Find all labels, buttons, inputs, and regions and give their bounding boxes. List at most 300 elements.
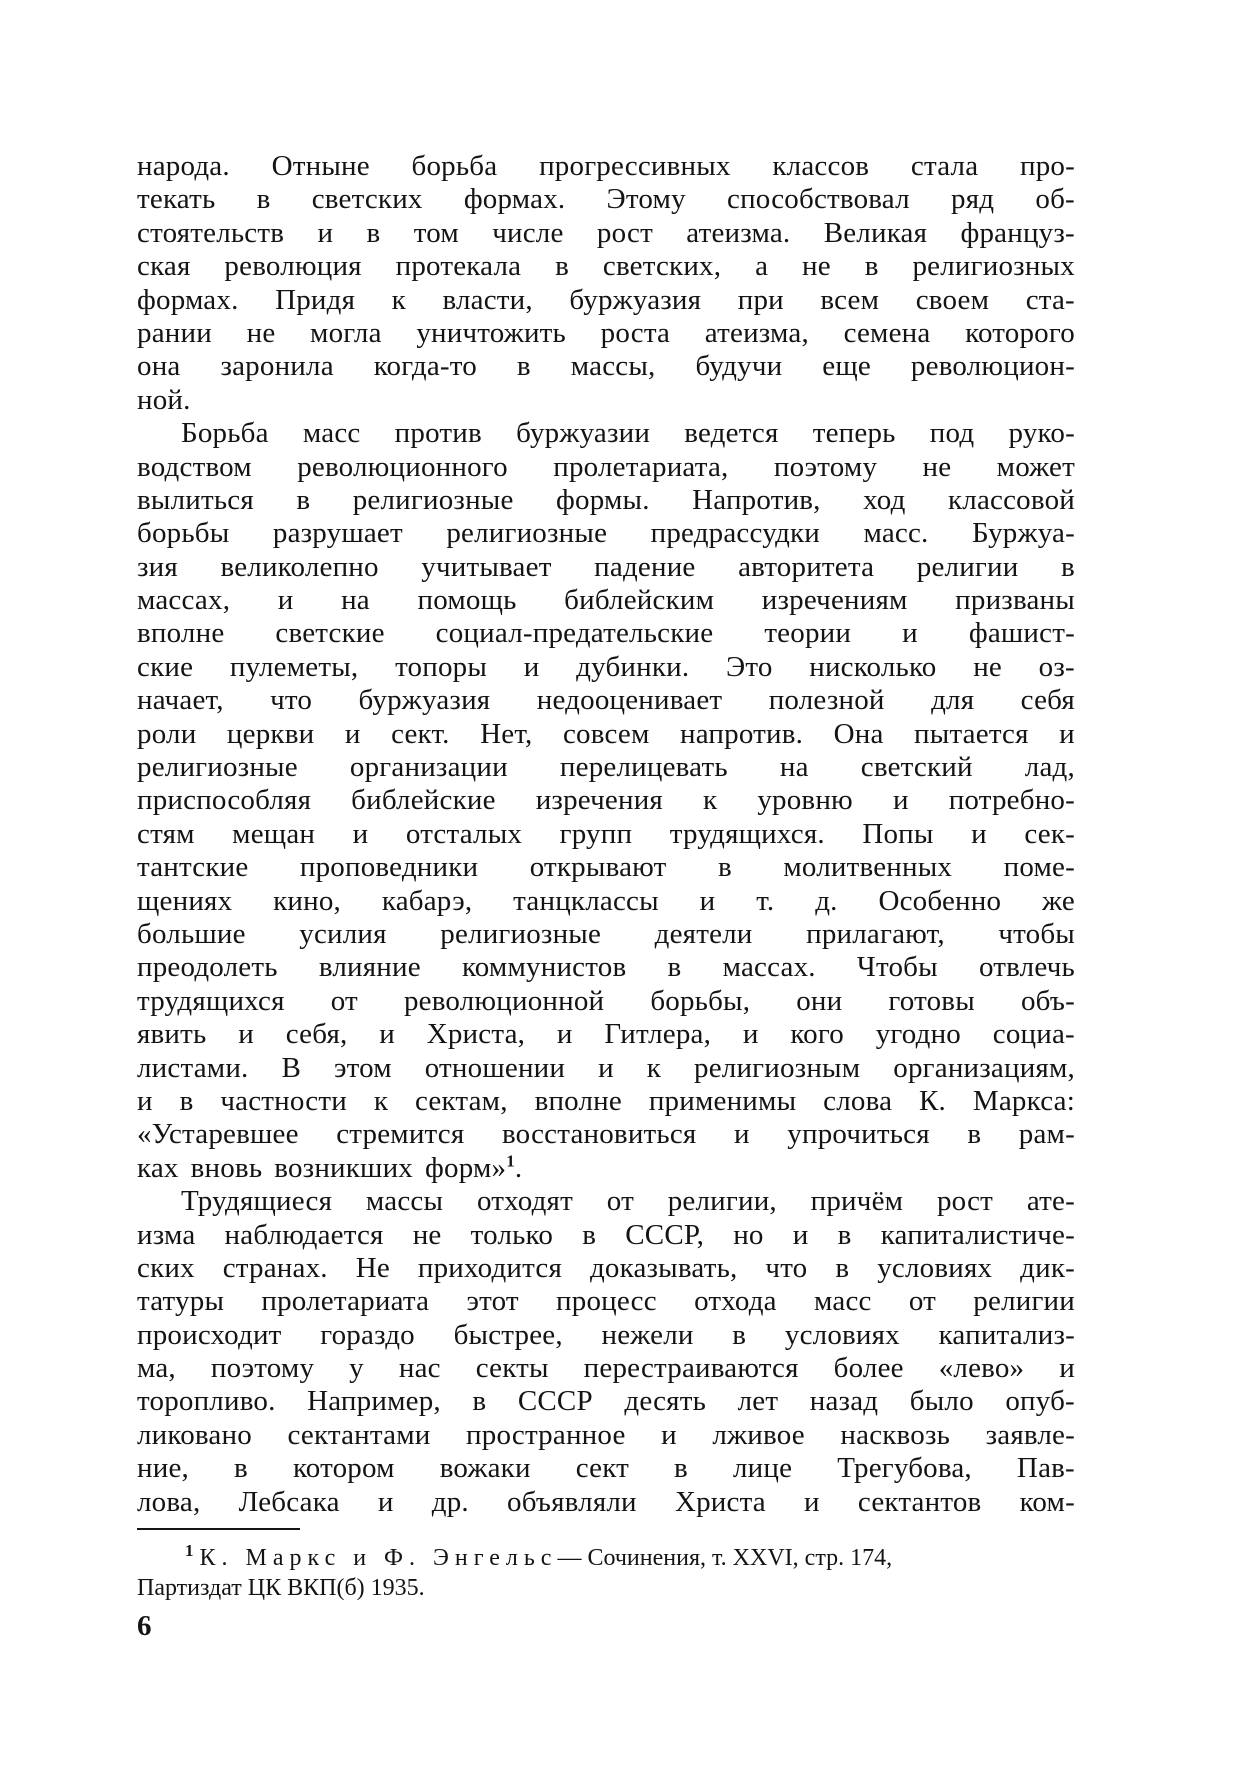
text-line (137, 1185, 1075, 1218)
word: классов (772, 150, 870, 182)
word: будучи (695, 350, 783, 383)
word: дик- (1020, 1251, 1075, 1284)
word: ате- (1026, 1185, 1075, 1218)
word: которого (965, 316, 1075, 349)
word: лад, (1024, 751, 1075, 784)
word: этом (333, 1051, 392, 1084)
word: объ- (1020, 984, 1075, 1017)
word: Христа (674, 1485, 766, 1518)
word: Чтобы (856, 951, 938, 984)
word: сектам, (414, 1084, 508, 1117)
word: и (804, 1485, 820, 1518)
word: возникших (274, 1151, 413, 1184)
word: теперь (812, 417, 896, 450)
text-line (137, 985, 1075, 1018)
word: под (929, 417, 975, 450)
word: ком- (1019, 1485, 1075, 1518)
word: библейским (564, 584, 715, 617)
word: религии (916, 550, 1019, 583)
text-line (137, 1118, 1075, 1151)
word: упрочиться (787, 1118, 930, 1151)
word: «лево» (938, 1352, 1025, 1385)
text-line (137, 384, 1075, 417)
text-line (137, 1018, 1075, 1051)
text-line (137, 1385, 1075, 1418)
word: вожаки (439, 1452, 531, 1485)
word: и (598, 1051, 614, 1084)
word: на (341, 584, 370, 617)
word: ной. (137, 383, 191, 416)
word: масс (302, 417, 361, 450)
word: к (646, 1051, 662, 1084)
word: роста (600, 316, 671, 349)
word: т. (756, 884, 775, 917)
word: религиозных (912, 250, 1075, 283)
word: вылиться (137, 483, 254, 516)
word: поме- (1003, 851, 1075, 884)
word: прогрессивных (539, 150, 731, 182)
word: кино, (273, 884, 342, 917)
word: и (734, 1118, 750, 1151)
word: руко- (1008, 417, 1075, 450)
text-line (137, 451, 1075, 484)
text-line (137, 818, 1075, 851)
word: готовы (888, 984, 975, 1017)
text-line (137, 1219, 1075, 1252)
word: и (277, 584, 294, 617)
word: слова (823, 1084, 893, 1117)
word: светских, (602, 250, 722, 283)
word: трудящихся. (669, 817, 825, 850)
word: революцион- (910, 350, 1075, 383)
word: всем (820, 283, 880, 316)
word: мещан (232, 817, 316, 850)
word: ская (137, 250, 191, 283)
word: Напротив, (692, 483, 821, 516)
word: организации (349, 751, 508, 784)
word: поэтому (210, 1352, 315, 1385)
word: нисколько (809, 650, 937, 683)
text-line (137, 617, 1075, 650)
word: теории (764, 617, 852, 650)
text-line (137, 1052, 1075, 1085)
word: рост (936, 1185, 994, 1218)
word: д. (815, 884, 838, 917)
word: ние, (137, 1452, 189, 1485)
word: вполне (137, 617, 225, 650)
word: что (765, 1251, 808, 1284)
text-line (137, 751, 1075, 784)
page-number: 6 (137, 1610, 152, 1642)
word: гораздо (320, 1318, 415, 1351)
word: Борьба (181, 417, 269, 450)
text-line (137, 718, 1075, 751)
word: в (472, 1385, 487, 1418)
word: Буржуа- (971, 517, 1075, 550)
word: не (973, 650, 1002, 683)
word: отсталых (405, 817, 523, 850)
word: роли (137, 717, 197, 750)
text-line (137, 784, 1075, 817)
word: уничтожить (416, 316, 566, 349)
word: насквозь (840, 1418, 951, 1451)
word: атеизма, (704, 316, 809, 349)
word: пространное (466, 1418, 626, 1451)
text-line (137, 150, 1075, 183)
text-line (137, 1319, 1075, 1352)
word: ликовано (137, 1418, 252, 1451)
word: уровню (757, 784, 853, 817)
footnote-line-2: Партиздат ЦК ВКП(б) 1935. (137, 1575, 425, 1601)
word: и (1059, 717, 1075, 750)
word: Это (726, 650, 773, 683)
word: в (837, 1218, 852, 1251)
word: Например, (307, 1385, 441, 1418)
text-line (137, 350, 1075, 383)
word: Нет, (480, 717, 533, 750)
word: ские (137, 650, 194, 683)
word: при (737, 283, 784, 316)
word: СССР, (625, 1218, 705, 1251)
footnote-author: К. Маркс и Ф. Энгельс (199, 1545, 558, 1571)
word: кабарэ, (381, 884, 473, 917)
word: опуб- (1005, 1385, 1075, 1418)
text-line (137, 851, 1075, 884)
word: Маркса: (972, 1084, 1075, 1117)
word: происходит (137, 1318, 282, 1351)
text-line (137, 1085, 1075, 1118)
word: они (796, 984, 843, 1017)
word: могла (310, 316, 382, 349)
word: прилагают, (806, 917, 945, 950)
word: щениях (137, 884, 233, 917)
word: большие (137, 917, 246, 950)
word: котором (292, 1452, 395, 1485)
text-line (137, 918, 1075, 951)
word: лице (732, 1452, 793, 1485)
text-line (137, 651, 1075, 684)
word: от (606, 1185, 634, 1218)
word: борьбы (137, 517, 230, 550)
text-line (137, 217, 1075, 250)
word: буржуазии (516, 417, 651, 450)
word: процесс (556, 1285, 657, 1318)
word: и (238, 1018, 254, 1051)
word: сектантов (857, 1485, 982, 1518)
word: в (582, 1218, 597, 1251)
word: пулеметы, (229, 650, 359, 683)
body-text (137, 150, 1075, 1519)
word: когда-то (373, 350, 477, 383)
word: она (137, 350, 181, 383)
word: СССР (517, 1385, 593, 1418)
word: учитывает (421, 550, 552, 583)
word: рост (596, 216, 653, 249)
word: и (379, 1018, 395, 1051)
word: явить (137, 1018, 207, 1051)
word: буржуазия (569, 283, 702, 316)
word: призваны (955, 584, 1075, 617)
word: условиях (784, 1318, 900, 1351)
word: отходят (476, 1185, 573, 1218)
word: рании (137, 316, 212, 349)
word: нежели (601, 1318, 694, 1351)
text-line (137, 183, 1075, 216)
word: борьбы, (650, 984, 751, 1017)
word: ках (137, 1151, 179, 1184)
text-line (137, 517, 1075, 550)
word: причём (810, 1185, 904, 1218)
word: стремится (336, 1118, 465, 1151)
word: формах. (463, 183, 566, 216)
word: для (931, 684, 975, 717)
text-line (137, 1285, 1075, 1318)
word: же (1042, 884, 1075, 917)
text-line (137, 1352, 1075, 1385)
text-line (137, 1452, 1075, 1485)
text-line (137, 1486, 1075, 1519)
word: условиях (877, 1251, 993, 1284)
word: народа. (137, 150, 230, 182)
word: отвлечь (978, 951, 1075, 984)
word: формы. (556, 483, 650, 516)
word: текать (137, 183, 216, 216)
word: к (391, 283, 406, 316)
word: Не (355, 1251, 390, 1284)
word: и (1059, 1352, 1075, 1385)
word: доказывать, (589, 1251, 738, 1284)
word: совсем (562, 717, 650, 750)
word: еще (822, 350, 871, 383)
word: не (802, 250, 831, 283)
word: масс. (863, 517, 929, 550)
text-line (137, 684, 1075, 717)
word: Этому (606, 183, 686, 216)
word: авторитета (738, 550, 875, 583)
word: массах, (137, 584, 231, 617)
word: торопливо. (137, 1385, 276, 1418)
word: светских (311, 183, 423, 216)
word: ских (137, 1251, 195, 1284)
word: Христа, (426, 1018, 526, 1051)
word: падение (594, 550, 696, 583)
word: В (281, 1051, 301, 1084)
word: пытается (914, 717, 1029, 750)
word: борьба (411, 150, 498, 182)
word: в (516, 350, 531, 383)
word: открывают (529, 851, 667, 884)
word: полезной (768, 684, 885, 717)
word: сект. (391, 717, 450, 750)
text-line (137, 1252, 1075, 1285)
word: лживое (712, 1418, 805, 1451)
word: а (755, 250, 769, 283)
word: протекала (395, 250, 522, 283)
word: Гитлера, (604, 1018, 712, 1051)
word: в (835, 1251, 850, 1284)
word: вновь (190, 1151, 263, 1184)
word: в (732, 1318, 747, 1351)
footnote-citation: — Сочинения, т. XXVI, стр. 174, (557, 1545, 893, 1571)
word: кого (790, 1018, 844, 1051)
word: ряд (951, 183, 995, 216)
word: листами. (137, 1051, 249, 1084)
word: помощь (417, 584, 517, 617)
word: начает, (137, 684, 224, 717)
word: и (742, 1018, 759, 1051)
word: заронила (220, 350, 334, 383)
word: религиозные (137, 751, 298, 784)
word: буржуазия (358, 684, 491, 717)
word: угодно (875, 1018, 961, 1051)
word: коммунистов (461, 951, 627, 984)
word: классовой (948, 483, 1075, 516)
text-line (137, 584, 1075, 617)
word: способствовал (727, 183, 910, 216)
word: библейские (351, 784, 496, 817)
footnote-divider (137, 1528, 300, 1530)
word: капиталистиче- (880, 1218, 1075, 1251)
word: про- (1020, 150, 1075, 182)
word: религиозные (446, 517, 608, 550)
word: пролетариата, (553, 450, 729, 483)
word: Отныне (271, 150, 370, 182)
word: секты (475, 1352, 549, 1385)
word: десять (624, 1385, 707, 1418)
word: деятели (654, 917, 753, 950)
word: религиозные (352, 483, 514, 516)
word: отхода (694, 1285, 777, 1318)
word: в (296, 483, 311, 516)
word: усилия (299, 917, 387, 950)
word: массы (365, 1185, 444, 1218)
word: применимы (648, 1084, 797, 1117)
word: предрассудки (650, 517, 821, 550)
word: в (864, 250, 879, 283)
word: и (699, 884, 716, 917)
word: др. (431, 1485, 469, 1518)
word: от (330, 984, 358, 1017)
word: организациям, (893, 1051, 1075, 1084)
word: Трудящиеся (181, 1185, 333, 1218)
word: атеизма. (686, 216, 791, 249)
word: ведется (684, 417, 779, 450)
word: может (996, 450, 1075, 483)
word: к (703, 784, 718, 817)
word: религиозные (440, 917, 602, 950)
word: и (523, 650, 540, 683)
text-line (137, 1152, 1075, 1185)
word: приспособляя (137, 784, 312, 817)
word: стям (137, 817, 195, 850)
word: проповедники (299, 851, 479, 884)
word: и (137, 1084, 153, 1117)
word: светский (860, 751, 973, 784)
word: К. (919, 1084, 947, 1117)
word: том (413, 216, 459, 249)
word: этот (466, 1285, 519, 1318)
word: наблюдается (224, 1218, 384, 1251)
word: на (779, 751, 809, 784)
word: изма (137, 1218, 196, 1251)
word: поэтому (773, 450, 878, 483)
word: у (349, 1352, 364, 1385)
word: социал-предательские (435, 617, 714, 650)
word: формах. (137, 283, 239, 316)
word: об- (1035, 183, 1075, 216)
word: недооценивает (536, 684, 723, 717)
word: в (179, 1084, 194, 1117)
word: что (270, 684, 313, 717)
word: не (412, 1218, 442, 1251)
word: потребно- (948, 784, 1075, 817)
word: частности (220, 1084, 347, 1117)
word: своем (915, 283, 990, 316)
word: перестраиваются (583, 1352, 799, 1385)
word: не (922, 450, 952, 483)
word: социа- (992, 1018, 1075, 1051)
word: стоятельств (137, 216, 285, 249)
text-line (137, 1419, 1075, 1452)
word: Великая (823, 216, 928, 249)
text-line (137, 951, 1075, 984)
word: Особенно (878, 884, 1002, 917)
word: молитвенных (783, 851, 953, 884)
word: стала (910, 150, 979, 182)
word: революционной (403, 984, 605, 1017)
word: революционного (297, 450, 508, 483)
word: ход (863, 483, 906, 516)
text-line (137, 250, 1075, 283)
text-line (137, 484, 1075, 517)
word: напротив. (680, 717, 804, 750)
word: и (902, 617, 918, 650)
word: пролетариата (261, 1285, 430, 1318)
word: в (967, 1118, 982, 1151)
word: чтобы (998, 917, 1075, 950)
word: отношении (424, 1051, 566, 1084)
word: сек- (1024, 817, 1075, 850)
text-line (137, 885, 1075, 918)
word: нас (398, 1352, 441, 1385)
word: в (717, 851, 732, 884)
word: зия (137, 550, 178, 583)
word: фашист- (968, 617, 1075, 650)
word: массы, (570, 350, 656, 383)
word: изречениям (761, 584, 908, 617)
word: к (373, 1084, 389, 1117)
word: Придя (275, 283, 356, 316)
footnote-marker: 1 (185, 1541, 194, 1560)
word: Пав- (1016, 1452, 1075, 1485)
word: и (352, 817, 369, 850)
word: в (366, 216, 381, 249)
word: форм»$^1$. (425, 1151, 523, 1184)
word: религии, (667, 1185, 777, 1218)
word: Трегубова, (837, 1452, 972, 1485)
footnote-line-1 (137, 1543, 1075, 1573)
word: и (971, 817, 987, 850)
word: групп (559, 817, 633, 850)
word: в (234, 1452, 248, 1485)
word: Попы (862, 817, 934, 850)
word: лова, (137, 1485, 201, 1518)
word: более (833, 1352, 904, 1385)
word: власти, (442, 283, 533, 316)
word: сектантами (287, 1418, 431, 1451)
word: только (470, 1218, 554, 1251)
word: было (909, 1385, 974, 1418)
